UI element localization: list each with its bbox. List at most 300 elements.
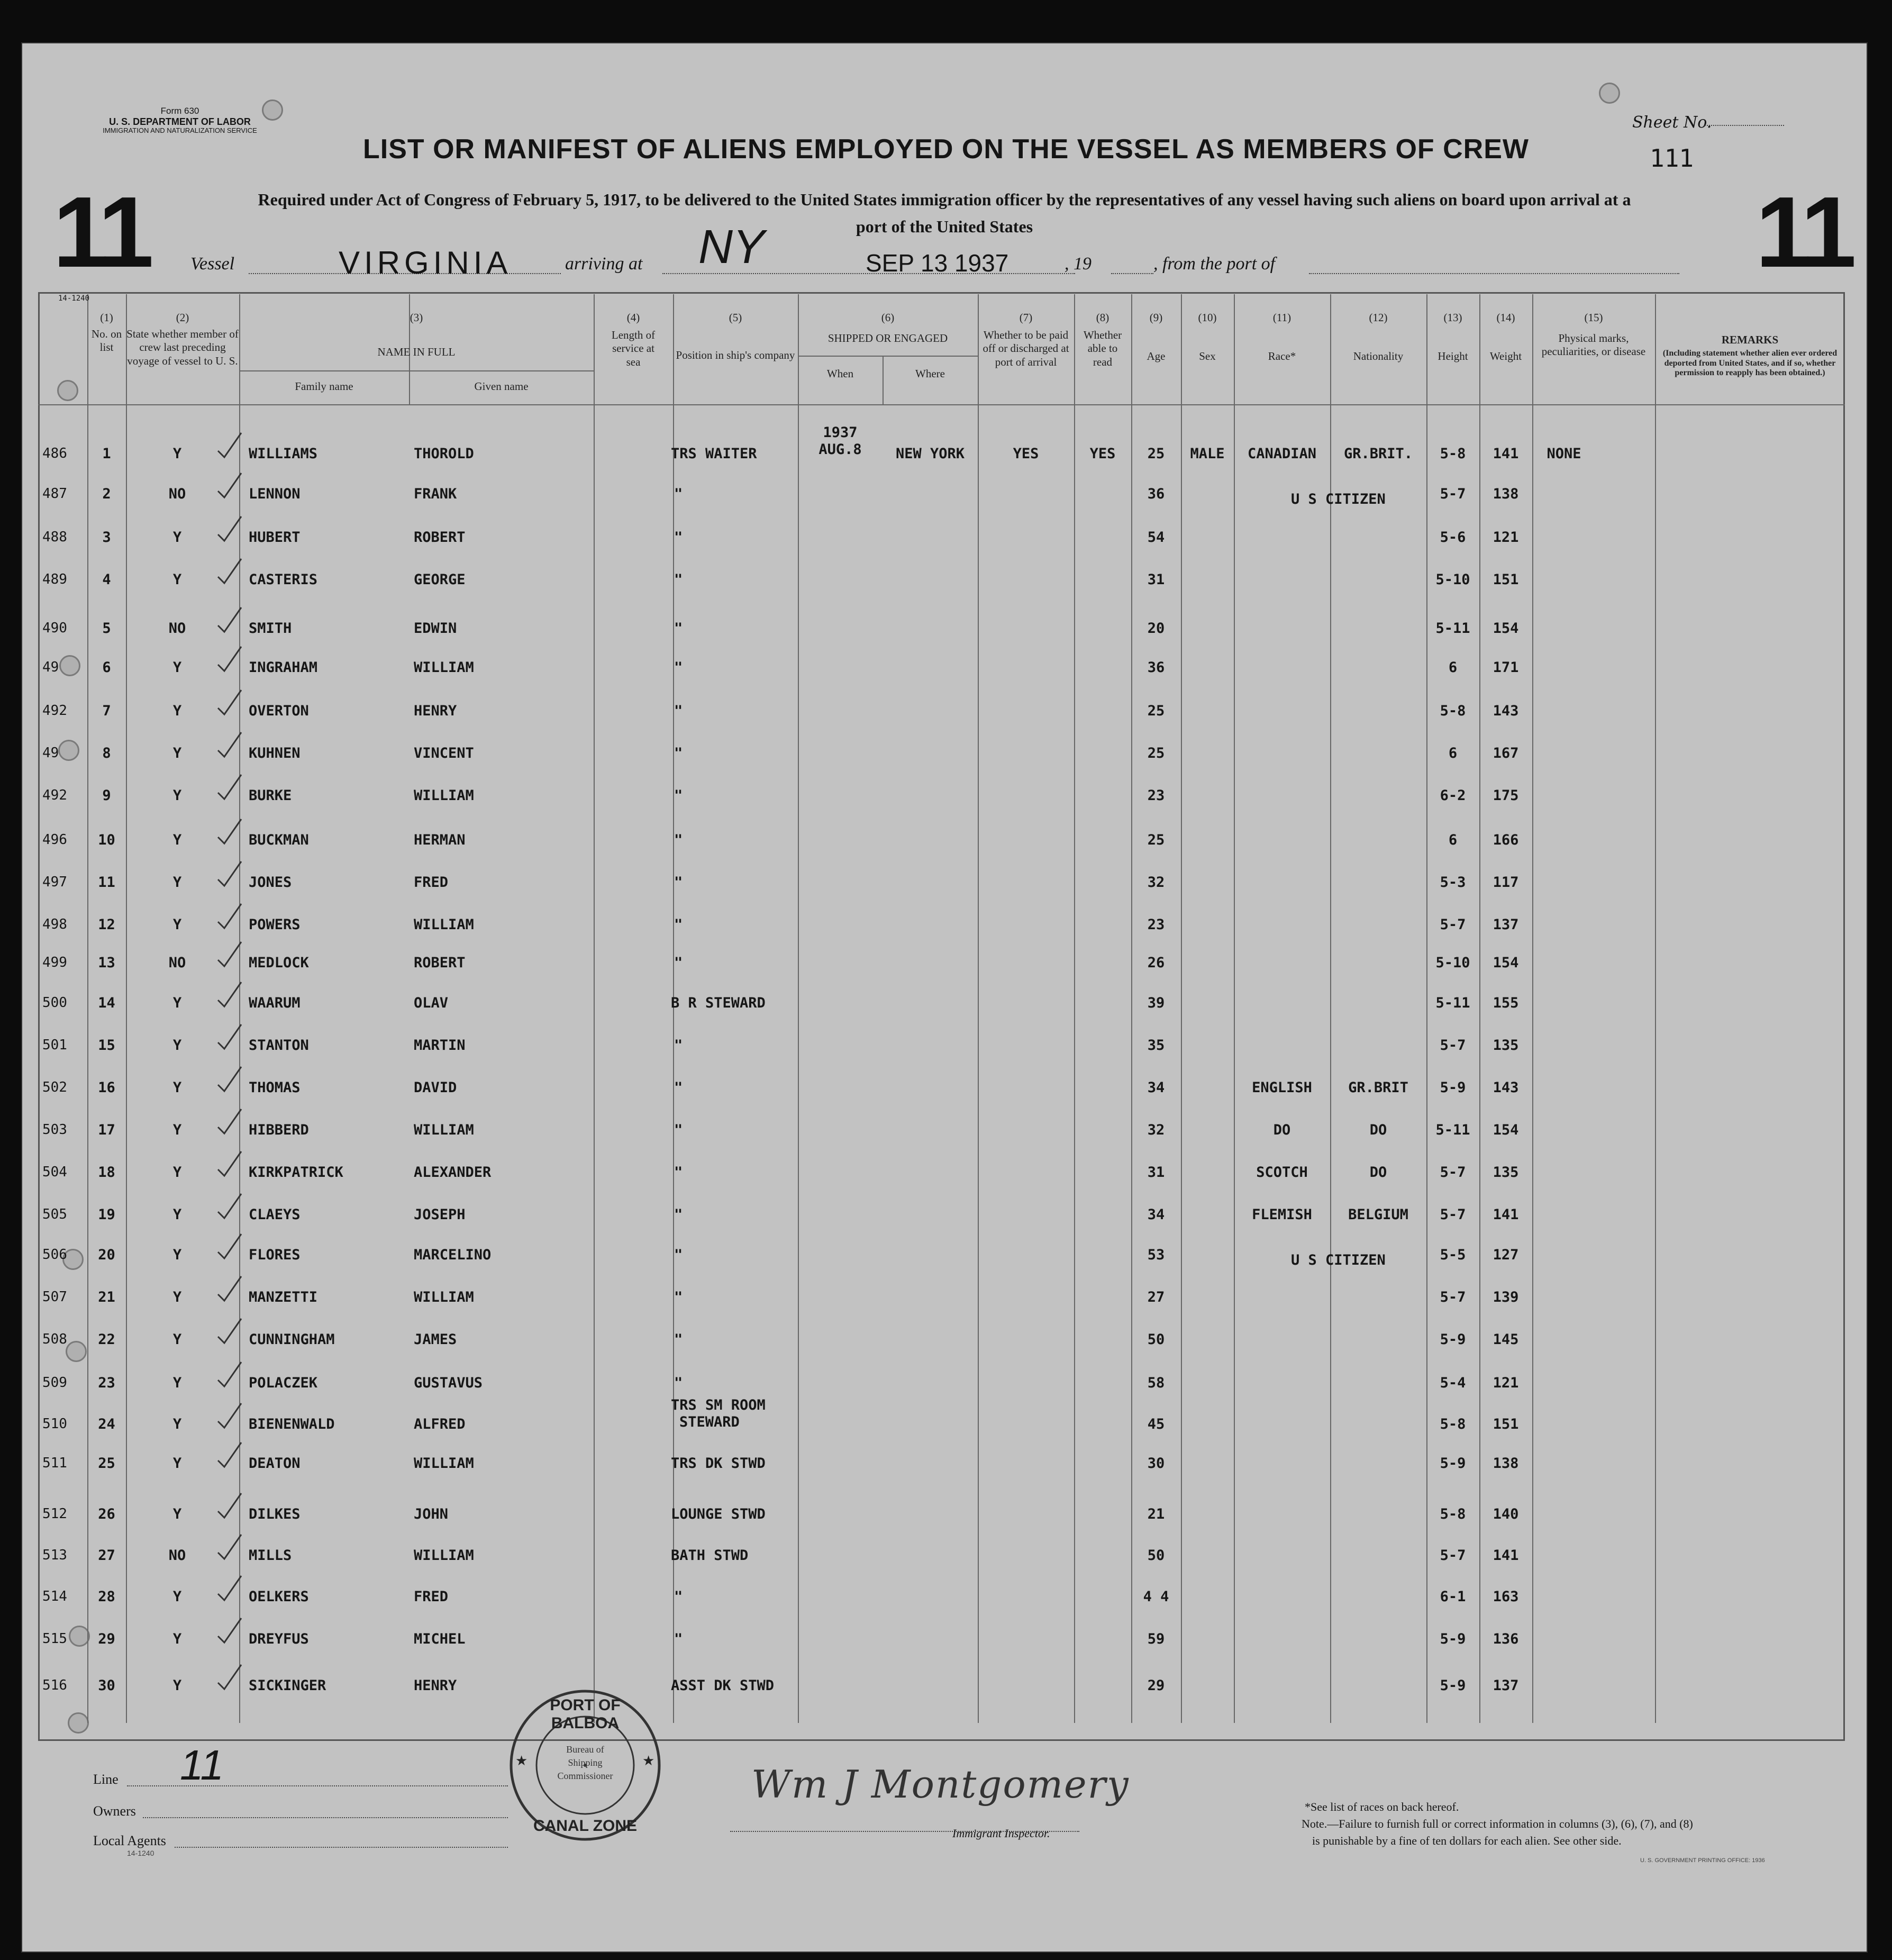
cell-margin: 49 (42, 659, 59, 675)
cell-prev: Y (172, 1289, 182, 1305)
col-header-15: (15) Physical marks, peculiarities, or disease (1541, 311, 1646, 358)
cell-race: ENGLISH (1252, 1079, 1312, 1096)
cell-margin: 492 (42, 787, 67, 803)
cell-family: KIRKPATRICK (249, 1164, 343, 1181)
cell-no: 24 (98, 1416, 115, 1432)
cell-family: KUHNEN (249, 745, 301, 761)
cell-given: WILLIAM (414, 917, 474, 933)
punch-hole (1599, 83, 1620, 104)
cell-weight: 140 (1493, 1506, 1519, 1522)
vessel-label: Vessel (190, 254, 235, 274)
cell-margin: 514 (42, 1589, 67, 1604)
cell-position: TRS DK STWD (671, 1455, 766, 1472)
cell-given: WILLIAM (414, 1547, 474, 1564)
cell-height: 5-9 (1440, 1331, 1466, 1348)
cell-margin: 500 (42, 995, 67, 1011)
cell-family: JONES (249, 874, 292, 891)
cell-family: OELKERS (249, 1589, 309, 1605)
cell-position: " (674, 1122, 683, 1138)
cell-prev: Y (172, 703, 182, 719)
check-mark-icon (215, 470, 247, 502)
stamp-bottom-text: CANAL ZONE (533, 1817, 638, 1835)
cell-given: HENRY (414, 1677, 457, 1694)
cell-height: 5-7 (1440, 1037, 1466, 1054)
cell-prev: Y (172, 1079, 182, 1096)
owners-label: Owners (93, 1803, 136, 1819)
cell-margin: 503 (42, 1122, 67, 1138)
check-mark-icon (215, 1148, 247, 1180)
manifest-table (38, 292, 1845, 1741)
col-header-7: (7) Whether to be paid off or discharged at port of arrival (983, 311, 1069, 368)
cell-weight: 154 (1493, 620, 1519, 637)
year-dots (1111, 273, 1153, 274)
cell-family: BUCKMAN (249, 832, 309, 848)
cell-family: SICKINGER (249, 1677, 326, 1694)
cell-weight: 167 (1493, 745, 1519, 761)
cell-margin: 515 (42, 1631, 67, 1647)
cell-margin: 487 (42, 486, 67, 502)
cell-read: YES (1089, 446, 1116, 462)
cell-no: 5 (102, 620, 111, 637)
cell-age: 25 (1147, 745, 1165, 761)
port-stamp (506, 1686, 665, 1845)
cell-prev: Y (172, 745, 182, 761)
cell-paid-off: YES (1013, 446, 1039, 462)
cell-prev: NO (168, 955, 186, 971)
cell-given: OLAV (414, 995, 449, 1011)
cell-nationality: DO (1369, 1164, 1387, 1181)
cell-no: 30 (98, 1677, 115, 1694)
check-mark-icon (215, 643, 247, 675)
cell-prev: Y (172, 874, 182, 891)
check-mark-icon (215, 939, 247, 970)
cell-height: 5-7 (1440, 1164, 1466, 1181)
cell-weight: 151 (1493, 571, 1519, 588)
cell-no: 14 (98, 995, 115, 1011)
cell-prev: Y (172, 571, 182, 588)
cell-no: 19 (98, 1206, 115, 1223)
cell-margin: 490 (42, 620, 67, 636)
cell-no: 21 (98, 1289, 115, 1305)
cell-no: 4 (102, 571, 111, 588)
cell-age: 50 (1147, 1547, 1165, 1564)
cell-family: CLAEYS (249, 1206, 301, 1223)
cell-height: 5-9 (1440, 1631, 1466, 1647)
corner-number-right: 11 (1755, 176, 1851, 288)
cell-given: THOROLD (414, 446, 474, 462)
cell-prev: Y (172, 1206, 182, 1223)
agents-label: Local Agents (93, 1833, 166, 1848)
line-label: Line (93, 1772, 119, 1787)
col-rule (1074, 294, 1075, 1723)
col-header-10: (10) Sex (1198, 311, 1217, 363)
cell-height: 6 (1448, 659, 1458, 676)
col-header-family-name: Family name (295, 380, 353, 393)
check-mark-icon (215, 1531, 247, 1563)
cell-nationality: GR.BRIT. (1343, 446, 1413, 462)
cell-weight: 135 (1493, 1164, 1519, 1181)
cell-nationality: DO (1369, 1122, 1387, 1138)
check-mark-icon (215, 1021, 247, 1053)
cell-age: 32 (1147, 1122, 1165, 1138)
cell-family: BIENENWALD (249, 1416, 335, 1432)
cell-given: HERMAN (414, 832, 466, 848)
cell-prev: Y (172, 787, 182, 804)
cell-position: " (674, 874, 683, 891)
cell-position: " (674, 955, 683, 971)
cell-height: 5-7 (1440, 1289, 1466, 1305)
cell-prev: Y (172, 1375, 182, 1391)
cell-prev: Y (172, 917, 182, 933)
penalty-note-1: Note.—Failure to furnish full or correct information in columns (3), (6), (7), and (8) (1302, 1817, 1693, 1830)
races-note: *See list of races on back hereof. (1305, 1800, 1459, 1813)
cell-weight: 141 (1493, 446, 1519, 462)
cell-age: 34 (1147, 1206, 1165, 1223)
cell-prev: Y (172, 832, 182, 848)
cell-position: " (674, 1289, 683, 1305)
cell-position: " (674, 1375, 683, 1391)
check-mark-icon (215, 1615, 247, 1647)
cell-weight: 154 (1493, 1122, 1519, 1138)
cell-age: 36 (1147, 486, 1165, 502)
cell-family: STANTON (249, 1037, 309, 1054)
cell-given: HENRY (414, 703, 457, 719)
cell-race-nationality: U S CITIZEN (1291, 1252, 1386, 1268)
cell-family: MEDLOCK (249, 955, 309, 971)
col-header-9: (9) Age (1147, 311, 1166, 363)
cell-given: MICHEL (414, 1631, 466, 1647)
cell-family: HUBERT (249, 529, 301, 546)
cell-age: 39 (1147, 995, 1165, 1011)
cell-prev: Y (172, 446, 182, 462)
cell-age: 50 (1147, 1331, 1165, 1348)
check-mark-icon (215, 1064, 247, 1095)
cell-family: FLORES (249, 1247, 301, 1263)
cell-no: 2 (102, 486, 111, 502)
cell-marks: NONE (1547, 446, 1581, 462)
cell-position: " (674, 1206, 683, 1223)
department: U. S. DEPARTMENT OF LABOR (109, 116, 251, 127)
col-header-when: When (826, 367, 854, 380)
cell-height: 5-9 (1440, 1079, 1466, 1096)
cell-nationality: BELGIUM (1348, 1206, 1408, 1223)
cell-given: ALFRED (414, 1416, 466, 1432)
cell-position: " (674, 1247, 683, 1263)
cell-no: 8 (102, 745, 111, 761)
svg-text:★: ★ (515, 1753, 528, 1769)
cell-no: 28 (98, 1589, 115, 1605)
cell-position: " (674, 1079, 683, 1096)
cell-age: 45 (1147, 1416, 1165, 1432)
cell-family: HIBBERD (249, 1122, 309, 1138)
cell-age: 53 (1147, 1247, 1165, 1263)
col-header-where: Where (915, 367, 945, 380)
owners-dots (143, 1817, 508, 1818)
check-mark-icon (215, 901, 247, 932)
cell-age: 25 (1147, 832, 1165, 848)
cell-margin: 510 (42, 1416, 67, 1432)
cell-age: 23 (1147, 917, 1165, 933)
check-mark-icon (215, 430, 247, 461)
check-mark-icon (215, 1231, 247, 1263)
col-rule (1181, 294, 1182, 1723)
form-number: Form 630 (160, 106, 199, 116)
cell-age: 25 (1147, 703, 1165, 719)
col-header-given-name: Given name (474, 380, 529, 393)
cell-weight: 127 (1493, 1247, 1519, 1263)
cell-height: 6 (1448, 832, 1458, 848)
col-header-1: (1) No. on list (91, 311, 122, 354)
cell-no: 11 (98, 874, 115, 891)
cell-age: 59 (1147, 1631, 1165, 1647)
cell-family: WAARUM (249, 995, 301, 1011)
cell-prev: Y (172, 1331, 182, 1348)
cell-given: FRANK (414, 486, 457, 502)
cell-position: ASST DK STWD (671, 1677, 775, 1694)
cell-weight: 117 (1493, 874, 1519, 891)
cell-position: " (674, 486, 683, 502)
col-rule (1330, 294, 1331, 1723)
cell-given: WILLIAM (414, 1122, 474, 1138)
cell-margin: 509 (42, 1375, 67, 1391)
check-mark-icon (215, 687, 247, 719)
col-header-12: (12) Nationality (1353, 311, 1404, 363)
col-header-13: (13) Height (1438, 311, 1468, 363)
cell-no: 18 (98, 1164, 115, 1181)
cell-age: 30 (1147, 1455, 1165, 1472)
cell-given: JOHN (414, 1506, 449, 1522)
cell-age: 34 (1147, 1079, 1165, 1096)
cell-given: EDWIN (414, 620, 457, 637)
cell-prev: Y (172, 1416, 182, 1432)
cell-height: 5-8 (1440, 446, 1466, 462)
penalty-note-2: is punishable by a fine of ten dollars for each alien. See other side. (1312, 1834, 1622, 1847)
cell-margin: 488 (42, 529, 67, 545)
cell-given: VINCENT (414, 745, 474, 761)
cell-race-nationality: U S CITIZEN (1291, 491, 1386, 507)
cell-weight: 138 (1493, 1455, 1519, 1472)
cell-prev: Y (172, 529, 182, 546)
check-mark-icon (215, 1573, 247, 1604)
cell-margin: 506 (42, 1247, 67, 1263)
cell-margin: 492 (42, 703, 67, 719)
cell-family: OVERTON (249, 703, 309, 719)
cell-nationality: GR.BRIT (1348, 1079, 1408, 1096)
cell-age: 31 (1147, 571, 1165, 588)
check-mark-icon (215, 772, 247, 803)
cell-position: BATH STWD (671, 1547, 749, 1564)
cell-no: 27 (98, 1547, 115, 1564)
cell-family: WILLIAMS (249, 446, 318, 462)
col-header-14: (14) Weight (1489, 311, 1522, 363)
cell-margin: 501 (42, 1037, 67, 1053)
stamp-center-text: Bureau of Shipping Commissioner (557, 1744, 613, 1782)
cell-height: 5-6 (1440, 529, 1466, 546)
cell-given: WILLIAM (414, 787, 474, 804)
cell-prev: NO (168, 620, 186, 637)
cell-family: BURKE (249, 787, 292, 804)
cell-height: 5-10 (1435, 955, 1470, 971)
check-mark-icon (215, 1315, 247, 1347)
check-mark-icon (215, 513, 247, 545)
check-mark-icon (215, 1490, 247, 1522)
check-mark-icon (215, 979, 247, 1011)
cell-age: 20 (1147, 620, 1165, 637)
cell-family: INGRAHAM (249, 659, 318, 676)
cell-position: LOUNGE STWD (671, 1506, 766, 1522)
cell-family: MANZETTI (249, 1289, 318, 1305)
cell-position: " (674, 1331, 683, 1348)
cell-height: 5-9 (1440, 1455, 1466, 1472)
cell-age: 27 (1147, 1289, 1165, 1305)
cell-no: 3 (102, 529, 111, 546)
cell-age: 35 (1147, 1037, 1165, 1054)
cell-given: DAVID (414, 1079, 457, 1096)
cell-given: JAMES (414, 1331, 457, 1348)
cell-weight: 175 (1493, 787, 1519, 804)
cell-family: CASTERIS (249, 571, 318, 588)
cell-height: 6-1 (1440, 1589, 1466, 1605)
check-mark-icon (215, 1359, 247, 1391)
cell-prev: Y (172, 659, 182, 676)
cell-weight: 135 (1493, 1037, 1519, 1054)
cell-given: ROBERT (414, 529, 466, 546)
cell-age: 29 (1147, 1677, 1165, 1694)
cell-weight: 151 (1493, 1416, 1519, 1432)
cell-age: 36 (1147, 659, 1165, 676)
cell-given: WILLIAM (414, 1455, 474, 1472)
cell-no: 25 (98, 1455, 115, 1472)
cell-when: 1937 (823, 424, 858, 441)
from-port-dots (1309, 273, 1679, 274)
cell-prev: Y (172, 1037, 182, 1054)
cell-margin: 511 (42, 1455, 67, 1471)
cell-weight: 145 (1493, 1331, 1519, 1348)
cell-weight: 163 (1493, 1589, 1519, 1605)
cell-margin: 486 (42, 446, 67, 461)
cell-height: 5-7 (1440, 486, 1466, 502)
cell-prev: Y (172, 1122, 182, 1138)
cell-no: 23 (98, 1375, 115, 1391)
cell-no: 29 (98, 1631, 115, 1647)
cell-position: " (674, 1589, 683, 1605)
cell-weight: 141 (1493, 1547, 1519, 1564)
cell-weight: 138 (1493, 486, 1519, 502)
cell-age: 23 (1147, 787, 1165, 804)
cell-margin: 499 (42, 955, 67, 970)
cell-position: " (674, 659, 683, 676)
page-title: LIST OR MANIFEST OF ALIENS EMPLOYED ON THE VESSEL AS MEMBERS OF CREW (363, 134, 1529, 165)
cell-position: " (674, 917, 683, 933)
col-header-5: (5) Position in ship's company (676, 311, 795, 362)
cell-height: 5-8 (1440, 1506, 1466, 1522)
cell-where: NEW YORK (895, 446, 965, 462)
cell-margin: 497 (42, 874, 67, 890)
cell-position: B R STEWARD (671, 995, 766, 1011)
cell-position: " (674, 620, 683, 637)
col-rule (798, 294, 799, 1723)
arriving-port: NY (698, 221, 765, 274)
cell-age: 32 (1147, 874, 1165, 891)
cell-weight: 121 (1493, 1375, 1519, 1391)
cell-no: 12 (98, 917, 115, 933)
cell-height: 5-10 (1435, 571, 1470, 588)
check-mark-icon (215, 729, 247, 761)
cell-no: 9 (102, 787, 111, 804)
check-mark-icon (215, 1662, 247, 1693)
cell-given: ALEXANDER (414, 1164, 492, 1181)
cell-margin: 498 (42, 917, 67, 932)
cell-height: 5-4 (1440, 1375, 1466, 1391)
cell-prev: Y (172, 1247, 182, 1263)
cell-position: " (674, 787, 683, 804)
cell-position: TRS WAITER (671, 446, 757, 462)
cell-no: 22 (98, 1331, 115, 1348)
cell-race: FLEMISH (1252, 1206, 1312, 1223)
cell-position: " (674, 703, 683, 719)
col-rule (1655, 294, 1656, 1723)
corner-number-left: 11 (53, 176, 149, 288)
cell-when: AUG.8 (818, 441, 862, 458)
cell-prev: Y (172, 1506, 182, 1522)
check-mark-icon (215, 1439, 247, 1471)
col-rule (594, 294, 595, 1723)
cell-height: 5-7 (1440, 917, 1466, 933)
cell-age: 26 (1147, 955, 1165, 971)
col-header-remarks: REMARKS (Including statement whether alien ever ordered deported from United States, and if so, whether permission to reapply has been obtained.) (1662, 333, 1838, 377)
cell-position: " (674, 1164, 683, 1181)
cell-no: 26 (98, 1506, 115, 1522)
cell-family: CUNNINGHAM (249, 1331, 335, 1348)
agents-dots (175, 1847, 508, 1848)
cell-no: 20 (98, 1247, 115, 1263)
cell-position-line2: STEWARD (679, 1414, 740, 1430)
cell-weight: 166 (1493, 832, 1519, 848)
cell-weight: 141 (1493, 1206, 1519, 1223)
cell-position: " (674, 1037, 683, 1054)
check-mark-icon (215, 1400, 247, 1432)
cell-height: 6 (1448, 745, 1458, 761)
cell-weight: 137 (1493, 1677, 1519, 1694)
cell-weight: 154 (1493, 955, 1519, 971)
cell-given: ROBERT (414, 955, 466, 971)
cell-no: 16 (98, 1079, 115, 1096)
cell-family: MILLS (249, 1547, 292, 1564)
cell-weight: 121 (1493, 529, 1519, 546)
cell-margin: 512 (42, 1506, 67, 1522)
cell-age: 31 (1147, 1164, 1165, 1181)
cell-margin: 502 (42, 1079, 67, 1095)
cell-no: 6 (102, 659, 111, 676)
cell-margin: 49 (42, 745, 59, 761)
cell-weight: 137 (1493, 917, 1519, 933)
vessel-name: VIRGINIA (339, 245, 512, 280)
check-mark-icon (215, 858, 247, 890)
cell-prev: Y (172, 995, 182, 1011)
cell-margin: 508 (42, 1331, 67, 1347)
col-rule (1234, 294, 1235, 1723)
cell-race: SCOTCH (1256, 1164, 1308, 1181)
cell-margin: 516 (42, 1677, 67, 1693)
cell-height: 5-5 (1440, 1247, 1466, 1263)
cell-weight: 143 (1493, 1079, 1519, 1096)
cell-prev: Y (172, 1589, 182, 1605)
col-rule (1532, 294, 1533, 1723)
cell-height: 5-7 (1440, 1547, 1466, 1564)
cell-given: GUSTAVUS (414, 1375, 483, 1391)
stamp-top-text: PORT OF BALBOA (550, 1696, 621, 1732)
cell-prev: NO (168, 486, 186, 502)
